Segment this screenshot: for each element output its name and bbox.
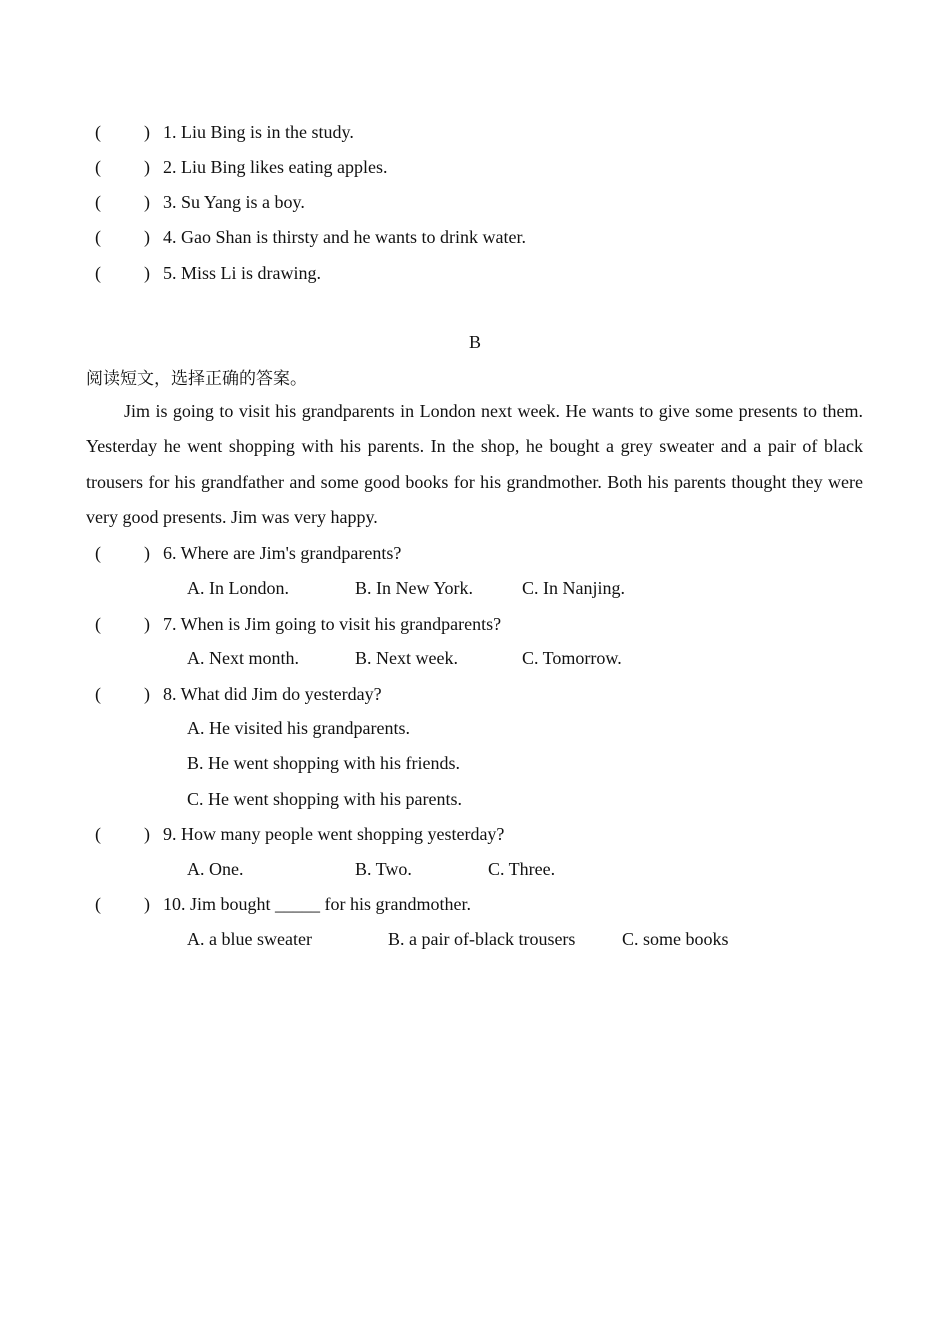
question-text: 7. When is Jim going to visit his grandparents? [163, 614, 502, 634]
answer-blank-open[interactable]: ( [95, 157, 101, 177]
statement-text: 2. Liu Bing likes eating apples. [163, 157, 388, 177]
option-c: C. In Nanjing. [522, 578, 625, 598]
answer-blank-open[interactable]: ( [95, 824, 101, 844]
answer-blank-open[interactable]: ( [95, 894, 101, 914]
instruction: 阅读短文，选择正确的答案。 [86, 369, 307, 389]
option-c: C. Three. [488, 859, 556, 879]
answer-blank-open[interactable]: ( [95, 122, 101, 142]
statement-text: 1. Liu Bing is in the study. [163, 122, 354, 142]
option-c: C. Tomorrow. [522, 648, 622, 668]
section-heading: B [468, 332, 481, 352]
option-a: A. One. [187, 859, 244, 879]
answer-blank-open[interactable]: ( [95, 684, 101, 704]
answer-blank-close: ) [144, 614, 150, 634]
option-c: C. He went shopping with his parents. [187, 789, 462, 809]
statement-text: 4. Gao Shan is thirsty and he wants to drink water. [163, 227, 526, 247]
question-text: 10. Jim bought _____ for his grandmother. [163, 894, 471, 914]
option-b: B. He went shopping with his friends. [187, 753, 460, 773]
answer-blank-close: ) [144, 122, 150, 142]
option-b: B. Next week. [355, 648, 458, 668]
answer-blank-open[interactable]: ( [95, 263, 101, 283]
option-b: B. Two. [355, 859, 412, 879]
answer-blank-close: ) [144, 894, 150, 914]
reading-passage: Jim is going to visit his grandparents in London next week. He wants to give some presents to them. Yesterday he went shopping with his parents. In the shop, he bought a grey sweater and a pair of black trousers for his grandfather and some good books for his grandmother. Both his parents thought they were very good presents. Jim was very happy. [86, 401, 863, 527]
question-text: 9. How many people went shopping yesterday? [163, 824, 505, 844]
option-b: B. In New York. [355, 578, 474, 598]
statement-text: 5. Miss Li is drawing. [163, 263, 322, 283]
option-c: C. some books [622, 929, 729, 949]
answer-blank-close: ) [144, 543, 150, 563]
answer-blank-open[interactable]: ( [95, 192, 101, 212]
answer-blank-close: ) [144, 157, 150, 177]
answer-blank-close: ) [144, 684, 150, 704]
option-a: A. In London. [187, 578, 289, 598]
answer-blank-close: ) [144, 263, 150, 283]
answer-blank-open[interactable]: ( [95, 543, 101, 563]
option-a: A. a blue sweater [187, 929, 312, 949]
answer-blank-close: ) [144, 227, 150, 247]
answer-blank-open[interactable]: ( [95, 614, 101, 634]
statement-text: 3. Su Yang is a boy. [163, 192, 305, 212]
question-text: 8. What did Jim do yesterday? [163, 684, 382, 704]
option-b: B. a pair of-black trousers [388, 929, 576, 949]
answer-blank-close: ) [144, 192, 150, 212]
question-text: 6. Where are Jim's grandparents? [163, 543, 402, 563]
option-a: A. Next month. [187, 648, 299, 668]
option-a: A. He visited his grandparents. [187, 718, 410, 738]
answer-blank-close: ) [144, 824, 150, 844]
answer-blank-open[interactable]: ( [95, 227, 101, 247]
